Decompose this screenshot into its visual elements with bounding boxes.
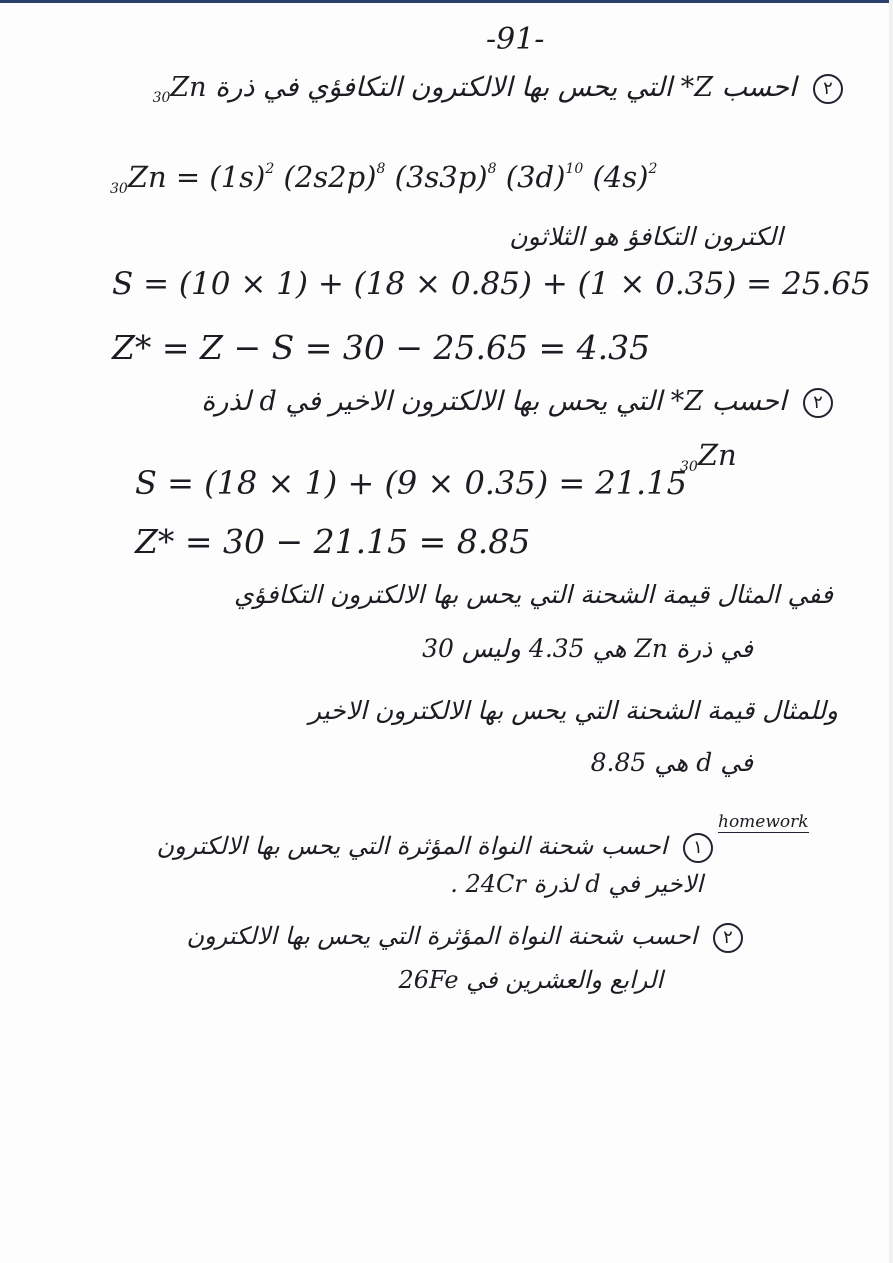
homework-item-2-line-2: الرابع والعشرين في 26Fe <box>398 966 663 994</box>
homework-item-1-line-1 <box>156 832 713 863</box>
question-2-atom: Zn <box>697 438 737 472</box>
homework-label: homework <box>718 812 809 832</box>
explanation-1-line-2: في ذرة Zn هي 4.35 وليس 30 <box>422 634 753 663</box>
page-top-border <box>0 0 893 3</box>
config-exp-3: 8 <box>487 161 497 177</box>
question-2-atom-number: 30 <box>680 459 698 475</box>
shielding-equation-1: S = (10 × 1) + (18 × 0.85) + (1 × 0.35) = 25.65 <box>112 266 871 302</box>
valence-electron-note: الكترون التكافؤ هو الثلاثون <box>509 222 783 251</box>
config-shell-2: (2s2p) <box>283 160 377 194</box>
page-number: -91- <box>486 22 545 57</box>
question-2-atom-label <box>680 438 737 475</box>
question-1-marker: ٢ <box>813 74 843 104</box>
homework-item-1-text: احسب شحنة النواة المؤثرة التي يحس بها الالكترون <box>156 832 668 860</box>
question-2-text: احسب Z* التي يحس بها الالكترون الاخير في d لذرة <box>201 386 787 417</box>
shielding-equation-2: S = (18 × 1) + (9 × 0.35) = 21.15 <box>135 464 687 502</box>
question-1-atom-number: 30 <box>152 90 171 106</box>
homework-item-1-marker: ١ <box>683 833 713 863</box>
config-shell-4: (3d) <box>505 160 566 194</box>
explanation-1-line-1: ففي المثال قيمة الشحنة التي يحس بها الالكترون التكافؤي <box>233 580 833 609</box>
config-exp-4: 10 <box>565 161 584 177</box>
config-shell-3: (3s3p) <box>394 160 488 194</box>
question-1-atom: Zn <box>170 72 207 103</box>
config-atom-number: 30 <box>110 181 128 197</box>
homework-item-2-line-1 <box>186 922 743 953</box>
config-exp-5: 2 <box>648 161 658 177</box>
homework-item-2-marker: ٢ <box>713 923 743 953</box>
question-1 <box>153 72 843 106</box>
question-2-marker: ٢ <box>803 388 833 418</box>
question-1-text: احسب Z* التي يحس بها الالكترون التكافؤي في ذرة <box>215 72 797 103</box>
config-exp-2: 8 <box>376 161 386 177</box>
effective-charge-equation-1: Z* = Z − S = 30 − 25.65 = 4.35 <box>112 328 651 367</box>
config-atom: Zn = <box>127 160 201 194</box>
homework-item-2-text: احسب شحنة النواة المؤثرة التي يحس بها الالكترون <box>186 922 698 950</box>
config-exp-1: 2 <box>265 161 275 177</box>
config-shell-1: (1s) <box>209 160 266 194</box>
effective-charge-equation-2: Z* = 30 − 21.15 = 8.85 <box>135 522 531 561</box>
explanation-2-line-2: في d هي 8.85 <box>590 748 753 777</box>
electron-configuration <box>110 160 657 197</box>
explanation-2-line-1: وللمثال قيمة الشحنة التي يحس بها الالكترون الاخير <box>308 696 838 725</box>
page-right-edge <box>889 0 893 1263</box>
config-shell-5: (4s) <box>592 160 649 194</box>
question-2 <box>201 386 833 418</box>
homework-item-1-line-2: الاخير في d لذرة 24Cr . <box>450 870 703 898</box>
